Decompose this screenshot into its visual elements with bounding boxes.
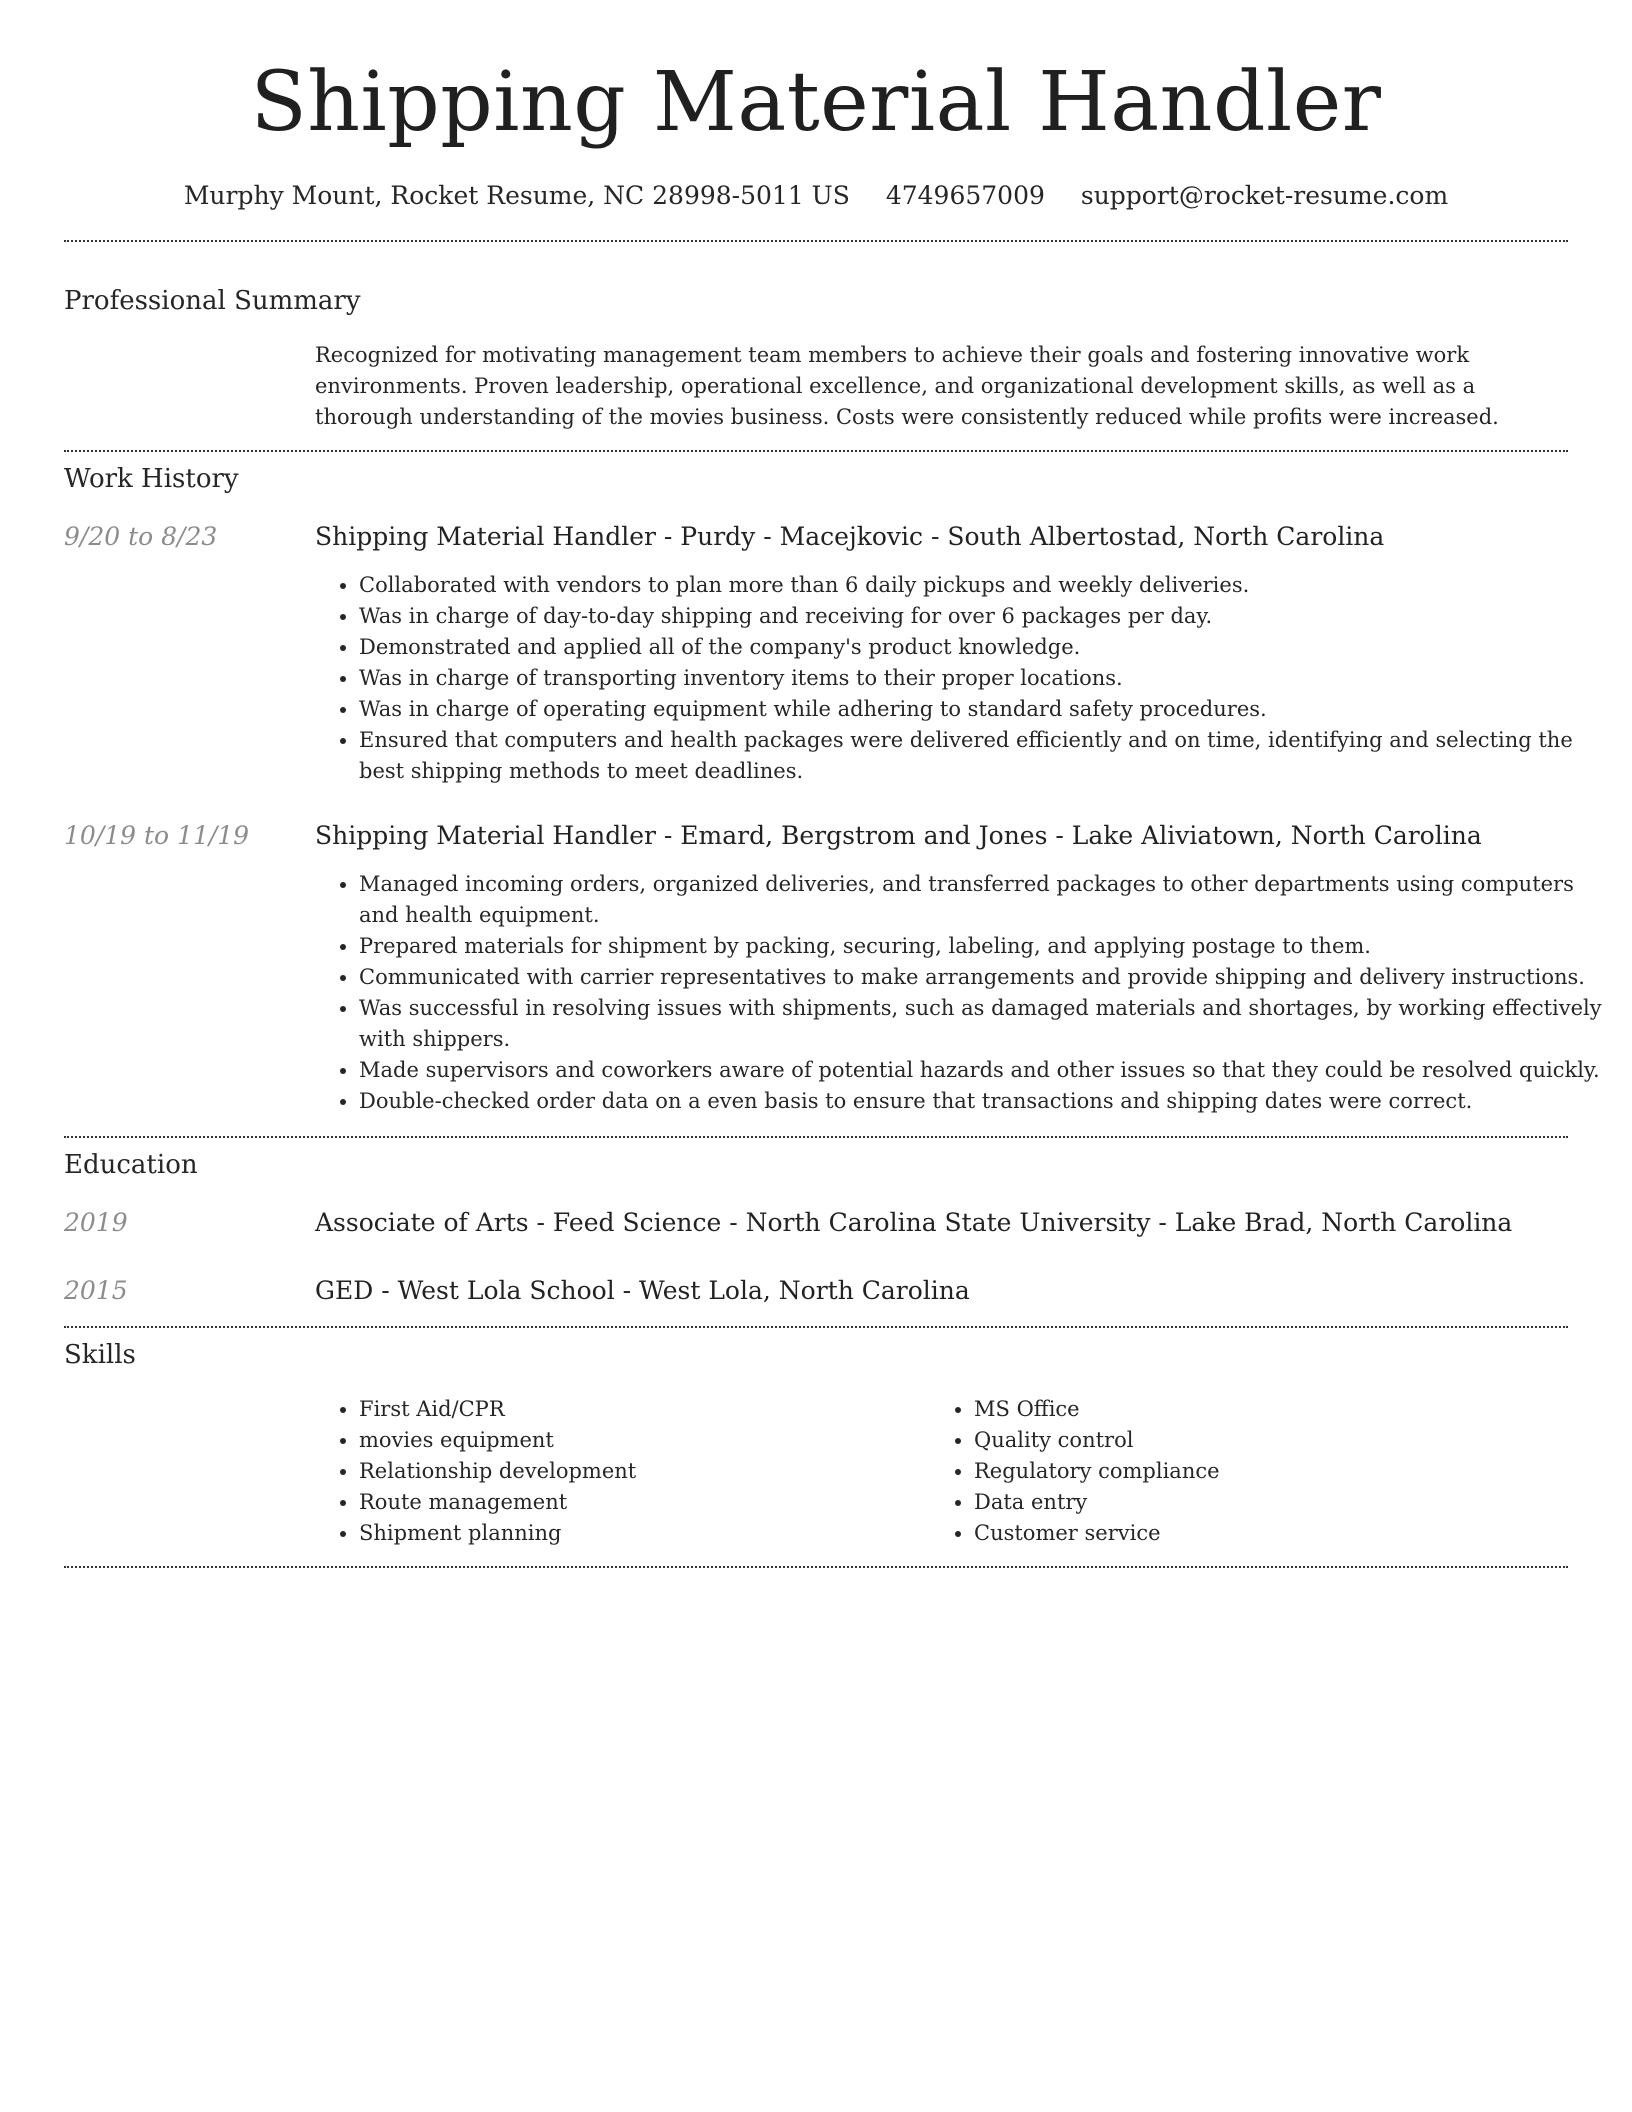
job-duty: • Double-checked order data on a even basis to ensure that transactions and shipping dates were correct. <box>359 1086 1609 1117</box>
job-duties-list <box>315 570 1609 787</box>
education-year: 2019 <box>64 1208 128 1237</box>
skill-item: • Customer service <box>974 1518 1534 1549</box>
job-dates: 10/19 to 11/19 <box>64 821 250 850</box>
job-duty: • Was successful in resolving issues with shipments, such as damaged materials and shortages, by working effectively with shippers. <box>359 993 1609 1055</box>
section-divider <box>64 450 1568 452</box>
skills-heading: Skills <box>64 1340 136 1370</box>
contact-phone: 4749657009 <box>885 181 1045 210</box>
education-heading: Education <box>64 1150 198 1180</box>
education-entry: GED - West Lola School - West Lola, North Carolina <box>315 1276 970 1305</box>
skill-item: • First Aid/CPR <box>359 1394 919 1425</box>
job-heading: Shipping Material Handler - Emard, Bergstrom and Jones - Lake Aliviatown, North Carolina <box>315 821 1482 850</box>
job-duty: • Managed incoming orders, organized deliveries, and transferred packages to other departments using computers and health equipment. <box>359 869 1609 931</box>
job-duty: • Prepared materials for shipment by packing, securing, labeling, and applying postage to them. <box>359 931 1609 962</box>
section-divider <box>64 1136 1568 1138</box>
section-divider <box>64 240 1568 242</box>
section-divider <box>64 1326 1568 1328</box>
skills-list-left <box>315 1394 919 1549</box>
summary-text: Recognized for motivating management team members to achieve their goals and fostering innovative work environments. Proven leadership, operational excellence, and organizational development skills, as well as a thorough understanding of the movies business. Costs were consistently reduced while profits were increased. <box>315 343 1499 429</box>
job-heading: Shipping Material Handler - Purdy - Macejkovic - South Albertostad, North Carolina <box>315 522 1385 551</box>
skill-item: • Shipment planning <box>359 1518 919 1549</box>
skills-list-right <box>930 1394 1534 1549</box>
job-duty: • Was in charge of day-to-day shipping and receiving for over 6 packages per day. <box>359 601 1609 632</box>
section-divider <box>64 1566 1568 1568</box>
job-duty: • Was in charge of transporting inventory items to their proper locations. <box>359 663 1609 694</box>
job-duty: • Collaborated with vendors to plan more than 6 daily pickups and weekly deliveries. <box>359 570 1609 601</box>
job-dates: 9/20 to 8/23 <box>64 522 218 551</box>
contact-email: support@rocket-resume.com <box>1080 181 1449 210</box>
education-entry: Associate of Arts - Feed Science - North Carolina State University - Lake Brad, North Carolina <box>315 1208 1513 1237</box>
job-duty: • Communicated with carrier representatives to make arrangements and provide shipping and delivery instructions. <box>359 962 1609 993</box>
summary-heading: Professional Summary <box>64 286 361 316</box>
skill-item: • Data entry <box>974 1487 1534 1518</box>
job-duty: • Ensured that computers and health packages were delivered efficiently and on time, identifying and selecting the best shipping methods to meet deadlines. <box>359 725 1609 787</box>
skill-item: • movies equipment <box>359 1425 919 1456</box>
skill-item: • MS Office <box>974 1394 1534 1425</box>
contact-line <box>0 178 1632 214</box>
job-duty: • Was in charge of operating equipment while adhering to standard safety procedures. <box>359 694 1609 725</box>
contact-address: Murphy Mount, Rocket Resume, NC 28998-5011 US <box>183 181 850 210</box>
skill-item: • Quality control <box>974 1425 1534 1456</box>
resume-header <box>0 0 1632 214</box>
candidate-name: Shipping Material Handler <box>250 55 1382 150</box>
job-duties-list <box>315 869 1609 1117</box>
job-duty: • Made supervisors and coworkers aware of potential hazards and other issues so that they could be resolved quickly. <box>359 1055 1609 1086</box>
skill-item: • Regulatory compliance <box>974 1456 1534 1487</box>
work-history-heading: Work History <box>64 464 239 494</box>
skill-item: • Route management <box>359 1487 919 1518</box>
education-year: 2015 <box>64 1276 128 1305</box>
job-duty: • Demonstrated and applied all of the company's product knowledge. <box>359 632 1609 663</box>
skill-item: • Relationship development <box>359 1456 919 1487</box>
